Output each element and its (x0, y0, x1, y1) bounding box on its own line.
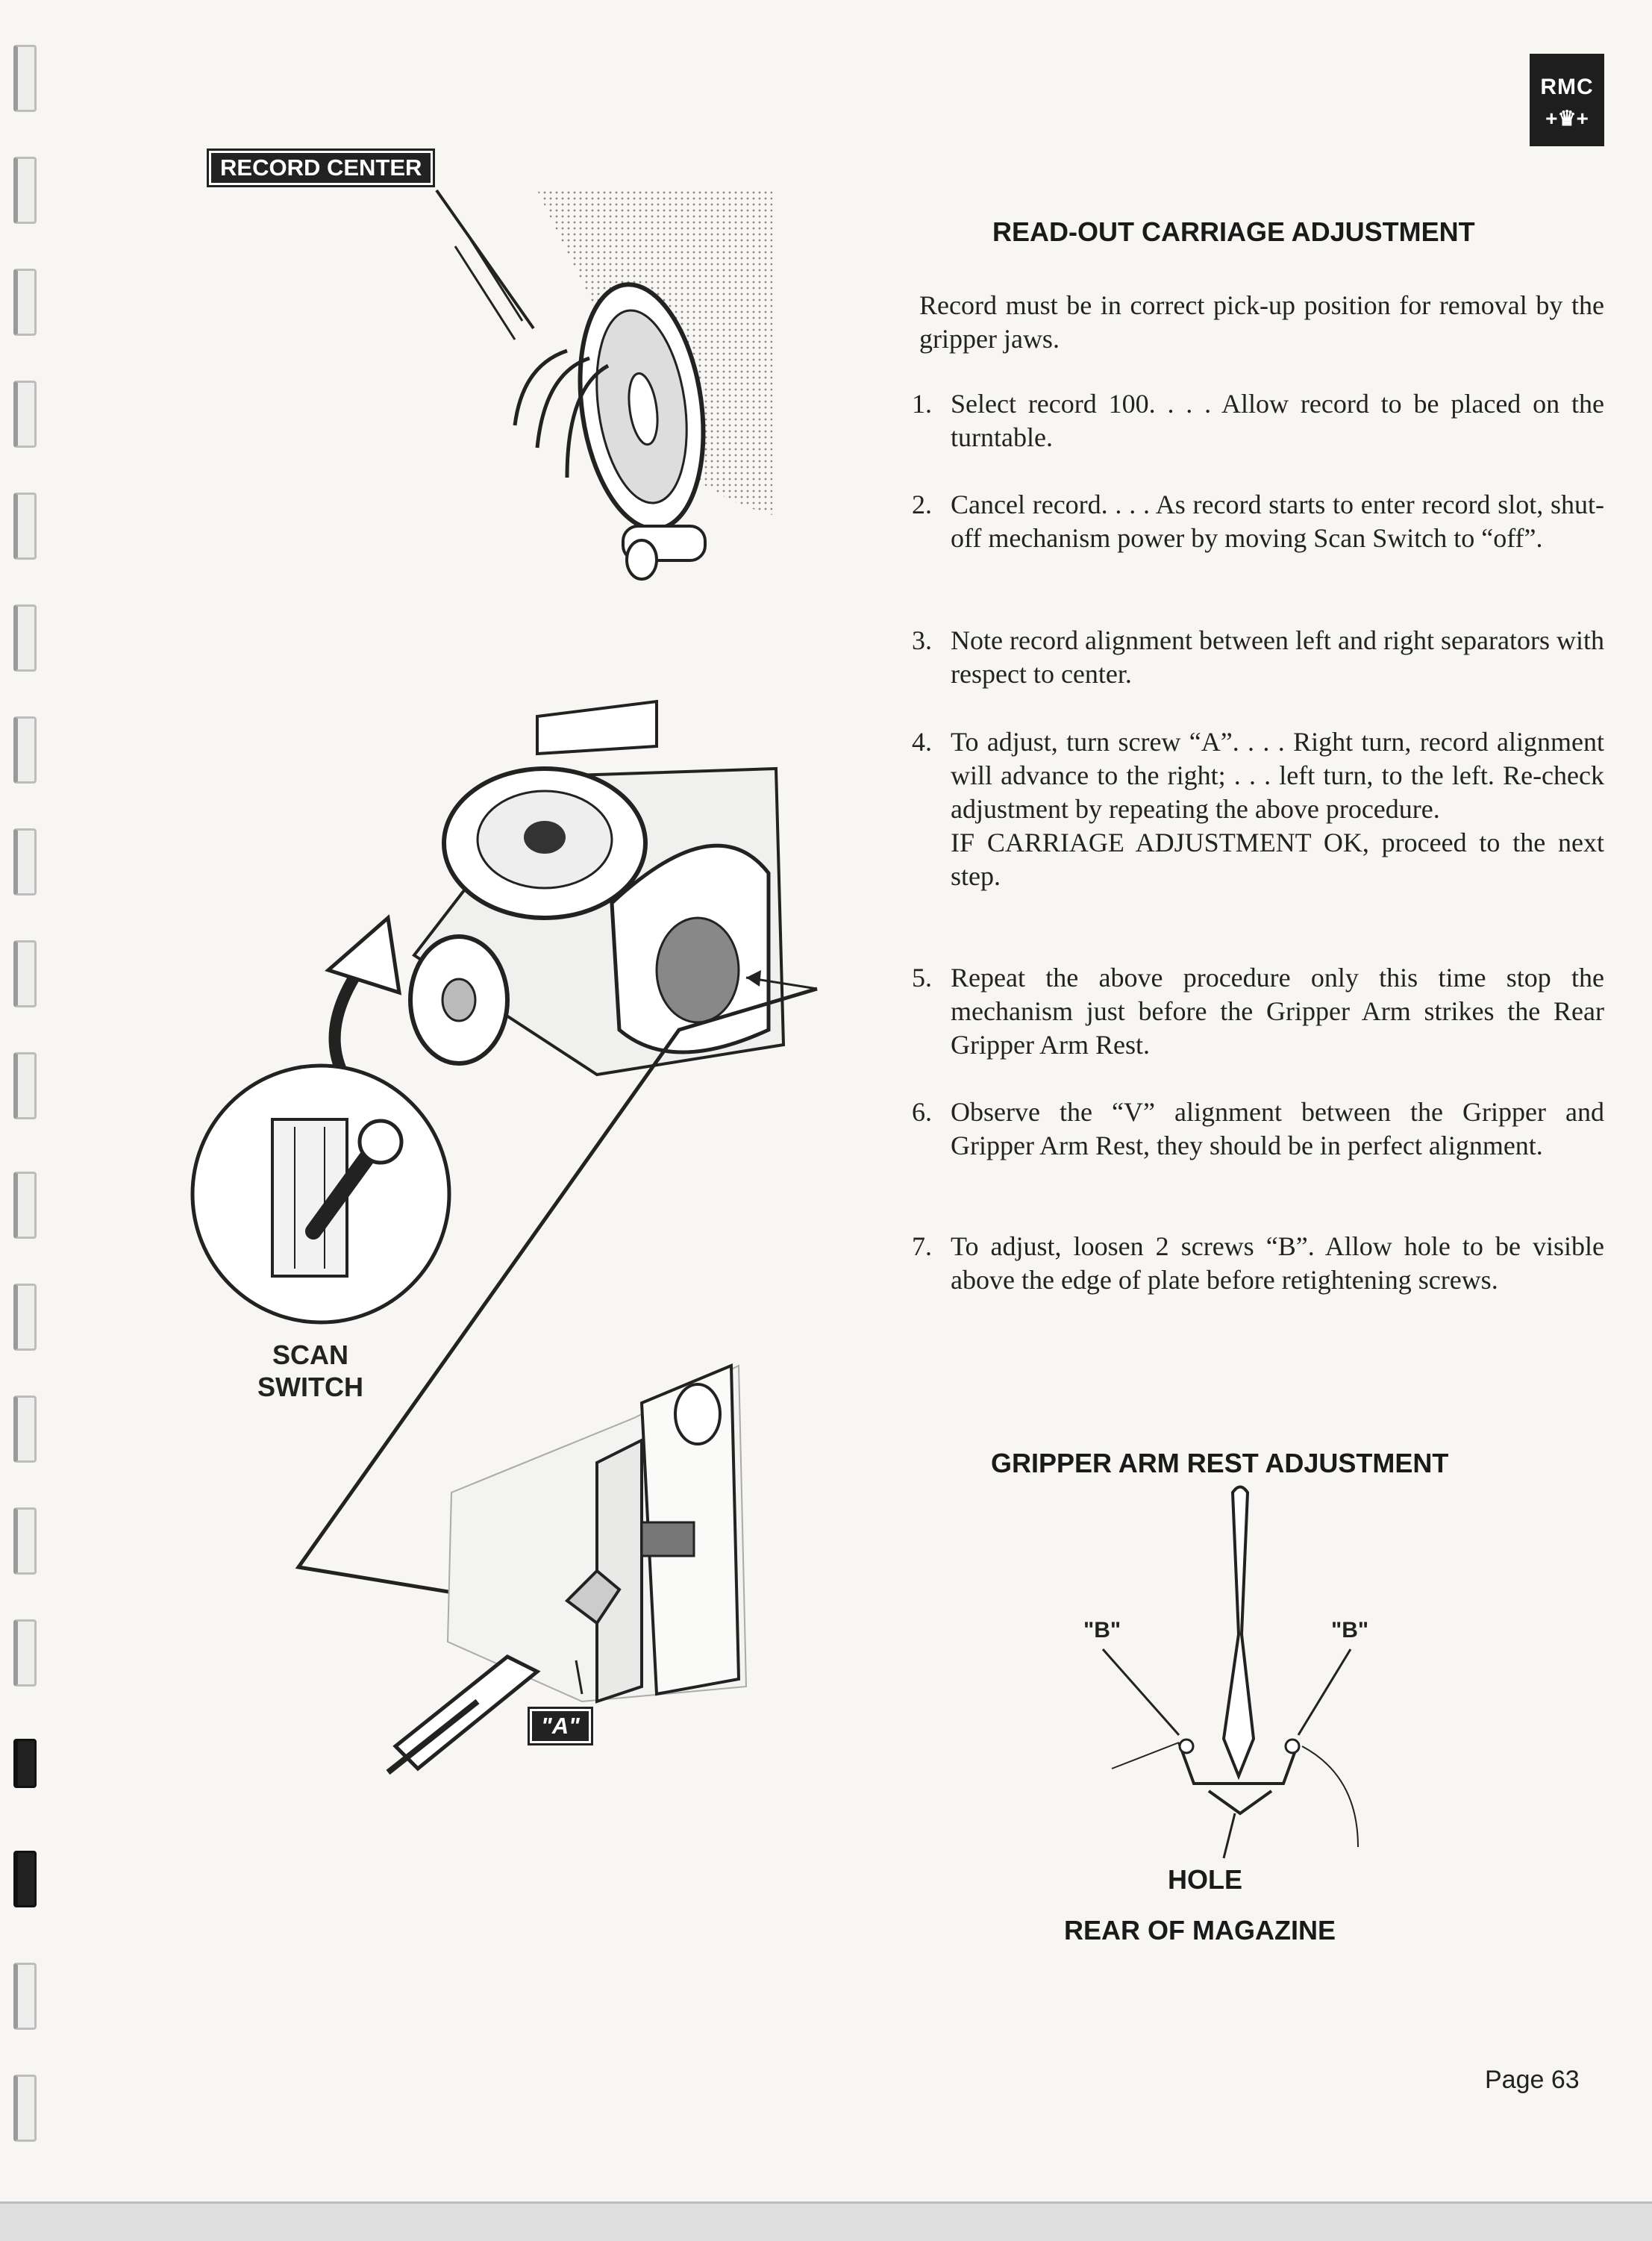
step-number: 7. (912, 1231, 932, 1261)
screw-b-label-left: "B" (1083, 1618, 1121, 1643)
scan-switch-label: SCAN (272, 1340, 349, 1370)
step-number: 2. (912, 490, 932, 519)
screw-b-label-right: "B" (1331, 1618, 1369, 1643)
list-item (912, 725, 1604, 893)
list-item (912, 387, 1604, 454)
gripper-arm-figure (1103, 1487, 1358, 1859)
step-text: To adjust, turn screw “A”. . . . Right turn, record alignment will advance to the right; . . . left turn, to the left. Re-check adjustment by repeating the above procedure. (951, 727, 1604, 824)
list-item (912, 961, 1604, 1062)
page-bottom-edge (0, 2201, 1652, 2241)
step-text: Select record 100. . . . Allow record to be placed on the turntable. (951, 389, 1604, 452)
step-text: Repeat the above procedure only this time stop the mechanism just before the Gripper Arm strikes the Rear Gripper Arm Rest. (951, 963, 1604, 1060)
step-text: Note record alignment between left and right separators with respect to center. (951, 625, 1604, 689)
screw-a-label: "A" (530, 1709, 591, 1743)
list-item (912, 1230, 1604, 1297)
logo-text: RMC (1540, 75, 1594, 99)
leader-line (437, 190, 534, 328)
list-item (912, 488, 1604, 555)
step-text: To adjust, loosen 2 screws “B”. Allow hole to be visible above the edge of plate before retightening screws. (951, 1231, 1604, 1295)
section-title: READ-OUT CARRIAGE ADJUSTMENT (992, 216, 1475, 247)
gripper-figure-title: GRIPPER ARM REST ADJUSTMENT (991, 1448, 1449, 1478)
logo-crown-icon: +♛+ (1545, 107, 1589, 130)
page-number: Page 63 (1485, 2066, 1580, 2094)
hole-label: HOLE (1168, 1864, 1243, 1895)
step-text: Observe the “V” alignment between the Gripper and Gripper Arm Rest, they should be in perfect alignment. (951, 1097, 1604, 1160)
step-number: 3. (912, 625, 932, 655)
step-number: 6. (912, 1097, 932, 1127)
intro-paragraph: Record must be in correct pick-up position for removal by the gripper jaws. (919, 290, 1604, 354)
scan-switch-illustration (193, 1066, 449, 1322)
step-note: IF CARRIAGE ADJUSTMENT OK, proceed to the next step. (951, 828, 1604, 891)
list-item (912, 1096, 1604, 1163)
step-number: 4. (912, 727, 932, 757)
scan-switch-label: SWITCH (257, 1372, 363, 1402)
step-number: 1. (912, 389, 932, 419)
turntable-mechanism-illustration (410, 701, 817, 1075)
list-item (912, 624, 1604, 691)
figure-caption: REAR OF MAGAZINE (1064, 1915, 1336, 1945)
record-center-label: RECORD CENTER (209, 151, 433, 185)
step-number: 5. (912, 963, 932, 993)
arrow-head-icon (328, 918, 399, 993)
step-text: Cancel record. . . . As record starts to enter record slot, shut-off mechanism power by moving Scan Switch to “off”. (951, 490, 1604, 553)
